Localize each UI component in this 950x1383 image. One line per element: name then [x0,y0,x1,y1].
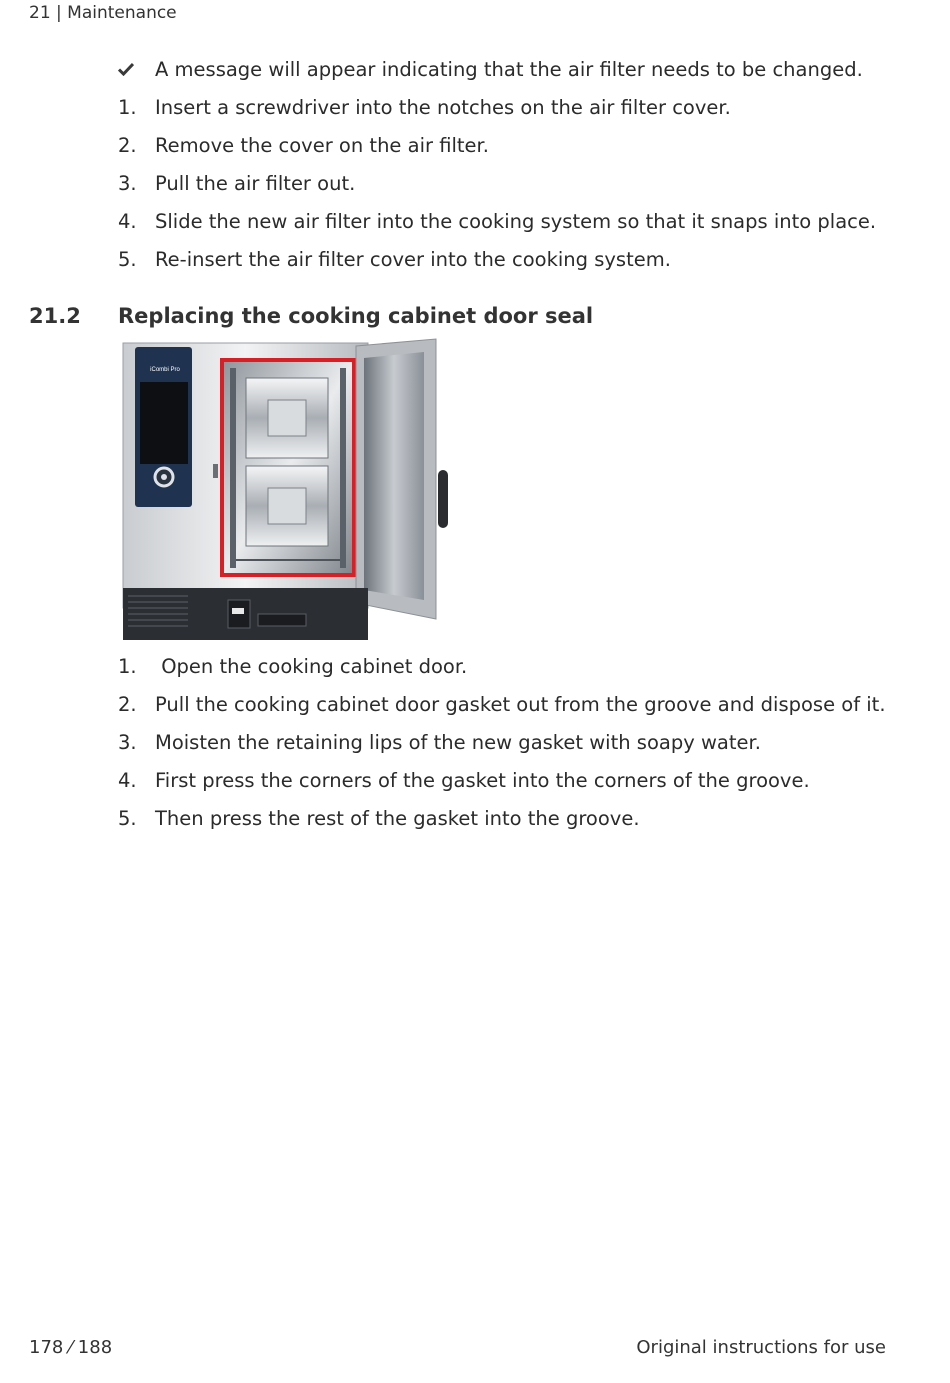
step-text: Then press the rest of the gasket into the groove. [155,807,640,830]
step-text: First press the corners of the gasket into the corners of the groove. [155,769,810,792]
running-header: 21 | Maintenance [29,3,177,23]
brand-label: iCombi Pro [150,367,180,373]
step-number: 1. [118,655,137,678]
prerequisite-text: A message will appear indicating that the air filter needs to be changed. [155,58,863,81]
step-number: 3. [118,731,137,754]
step-number: 5. [118,248,137,271]
step-text: Moisten the retaining lips of the new gasket with soapy water. [155,731,761,754]
step-text: Slide the new air filter into the cooking system so that it snaps into place. [155,210,877,233]
page-number: 178 ⁄ 188 [29,1337,113,1358]
hinge [213,464,218,478]
footer-note: Original instructions for use [636,1337,886,1358]
step-text: Insert a screwdriver into the notches on the air filter cover. [155,96,731,119]
checkmark-icon [118,62,134,76]
step-number: 4. [118,210,137,233]
step-number: 1. [118,96,137,119]
step-text: Pull the air filter out. [155,172,356,195]
door-glass [364,352,424,600]
step-number: 3. [118,172,137,195]
door-handle [438,470,448,528]
step-text: Pull the cooking cabinet door gasket out from the groove and dispose of it. [155,693,886,716]
section-number: 21.2 [29,304,81,328]
step-number: 2. [118,134,137,157]
combi-oven-illustration [118,338,458,642]
step-number: 5. [118,807,137,830]
step-text: Remove the cover on the air filter. [155,134,489,157]
display-screen [140,382,188,464]
step-text: Open the cooking cabinet door. [155,655,468,678]
step-number: 2. [118,693,137,716]
step-text: Re-insert the air filter cover into the cooking system. [155,248,671,271]
section-title: Replacing the cooking cabinet door seal [118,304,594,328]
step-number: 4. [118,769,137,792]
